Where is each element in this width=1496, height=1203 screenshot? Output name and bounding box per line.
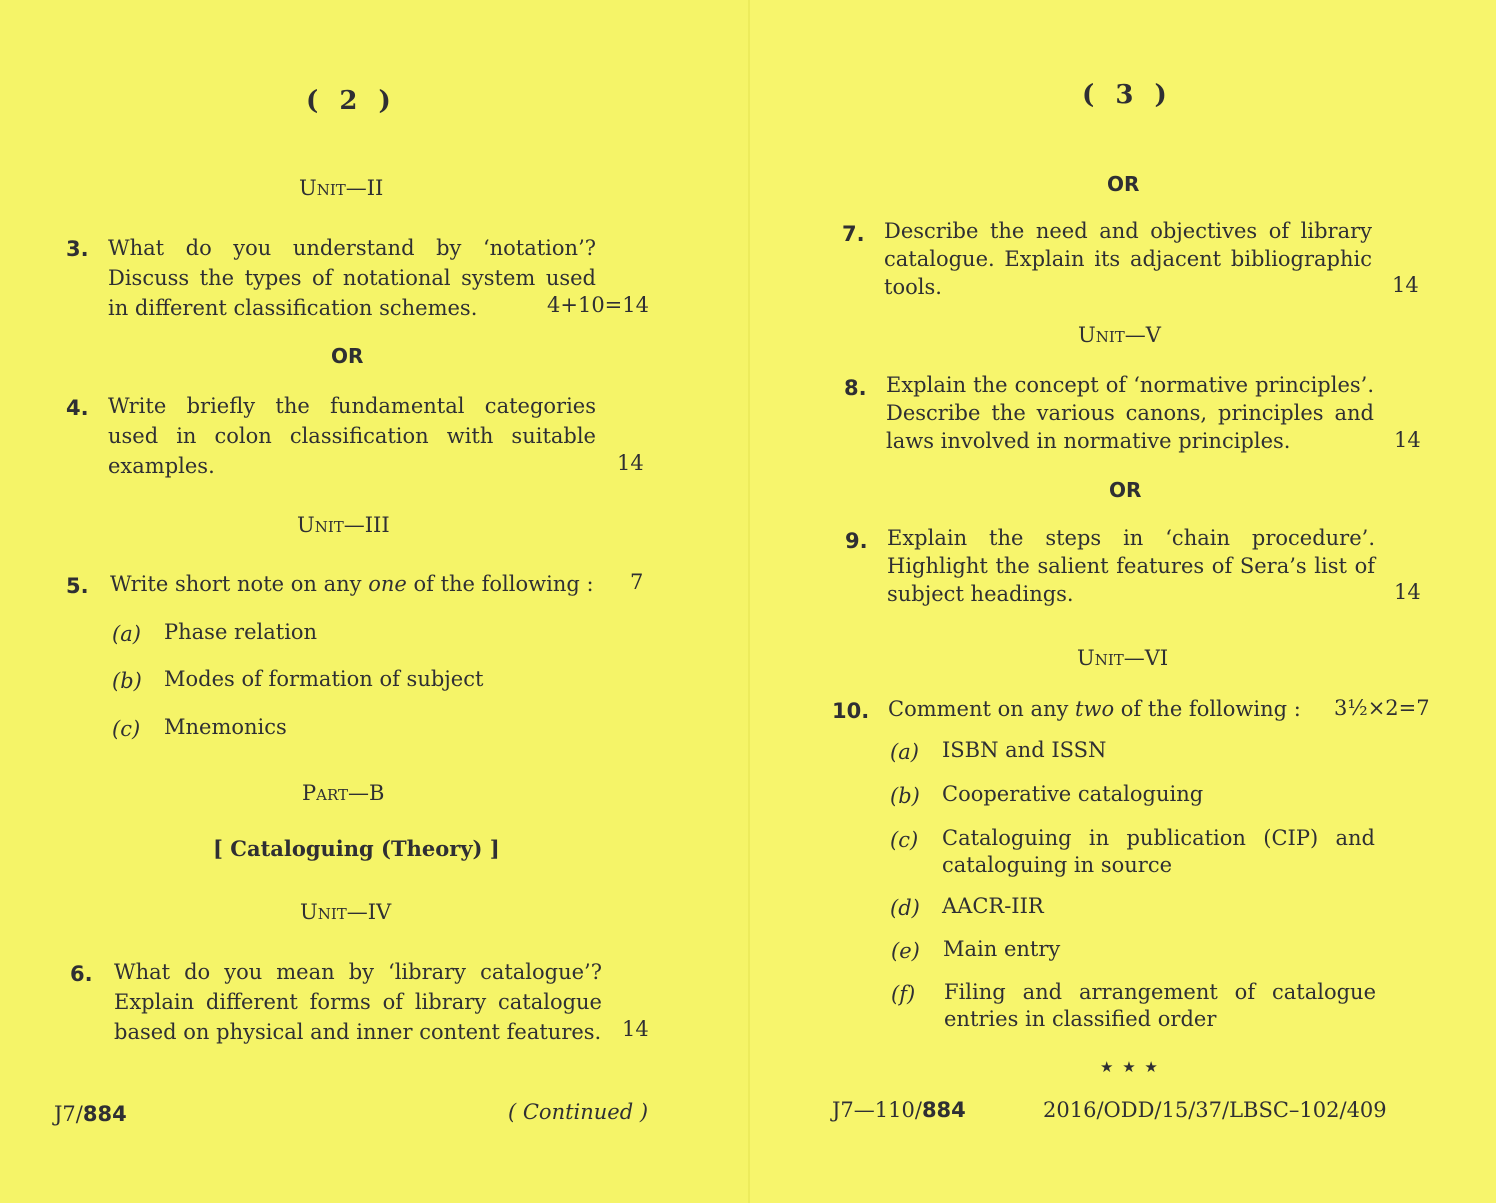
question-marks: 14 — [1394, 428, 1421, 452]
option-text: AACR-IIR — [942, 894, 1044, 918]
option-text: Cooperative cataloguing — [942, 782, 1204, 806]
question-text: What do you understand by ‘notation’? Discuss the types of notational system used in different classification schemes. — [108, 236, 596, 320]
right-page — [750, 0, 1496, 1203]
unit-heading: Unit—III — [297, 513, 390, 537]
option-label: (c) — [112, 717, 141, 741]
part-heading: Part—B — [302, 781, 385, 805]
question-marks: 14 — [622, 1017, 649, 1041]
question-marks: 14 — [617, 451, 644, 475]
question-text: Write briefly the fundamental categories used in colon classification with suitable examples. — [108, 394, 596, 478]
question-number: 8. — [844, 376, 867, 400]
option-text: Filing and arrangement of catalogue entries in classified order — [944, 980, 1376, 1031]
unit-heading: Unit—V — [1078, 323, 1161, 347]
option-label: (a) — [112, 622, 141, 646]
end-of-paper-stars: ★ ★ ★ — [1100, 1058, 1160, 1076]
unit-heading: Unit—IV — [300, 900, 392, 924]
footer-code: J7/884 — [54, 1102, 127, 1126]
option-label: (b) — [890, 784, 920, 808]
unit-heading: Unit—II — [299, 176, 384, 200]
question-number: 10. — [832, 699, 870, 723]
option-label: (c) — [890, 828, 919, 852]
or-separator: OR — [331, 344, 364, 368]
page-number: ( 2 ) — [306, 86, 397, 116]
question-marks: 14 — [1392, 273, 1419, 297]
option-text: Phase relation — [164, 620, 318, 644]
question-text: Explain the concept of ‘normative principles’. Describe the various canons, principles and laws involved in normative principles. — [886, 373, 1374, 453]
question-text: Comment on any two of the following : — [888, 697, 1301, 721]
footer-code: J7—110/884 — [832, 1098, 966, 1122]
question-number: 4. — [66, 396, 89, 420]
question-number: 9. — [845, 529, 868, 553]
question-marks: 14 — [1394, 580, 1421, 604]
question-marks: 7 — [630, 570, 644, 594]
question-text: Explain the steps in ‘chain procedure’. Highlight the salient features of Sera’s list of subject headings. — [887, 526, 1375, 606]
question-text: Write short note on any one of the following : — [110, 572, 594, 596]
option-label: (d) — [890, 896, 920, 920]
footer-continued: ( Continued ) — [508, 1100, 649, 1124]
question-number: 3. — [66, 237, 89, 261]
option-label: (a) — [890, 740, 919, 764]
option-text: Modes of formation of subject — [164, 667, 484, 691]
option-label: (f) — [891, 982, 916, 1006]
option-text: Main entry — [943, 937, 1061, 961]
question-marks: 4+10=14 — [547, 293, 649, 317]
page-number: ( 3 ) — [1082, 80, 1173, 110]
option-text: Mnemonics — [164, 715, 287, 739]
option-text: Cataloguing in publication (CIP) and cataloguing in source — [942, 826, 1375, 877]
section-title: [ Cataloguing (Theory) ] — [213, 836, 500, 861]
or-separator: OR — [1107, 172, 1140, 196]
question-number: 6. — [70, 962, 93, 986]
option-text: ISBN and ISSN — [942, 738, 1107, 762]
unit-heading: Unit—VI — [1077, 646, 1169, 670]
option-label: (e) — [891, 939, 920, 963]
option-label: (b) — [112, 669, 142, 693]
question-marks: 3½×2=7 — [1334, 696, 1430, 720]
or-separator: OR — [1109, 478, 1142, 502]
footer-reference: 2016/ODD/15/37/LBSC–102/409 — [1043, 1098, 1387, 1122]
question-number: 5. — [66, 574, 89, 598]
question-text: What do you mean by ‘library catalogue’? Explain different forms of library catalogue based on physical and inner content features. — [114, 960, 602, 1044]
question-number: 7. — [842, 222, 865, 246]
question-text: Describe the need and objectives of library catalogue. Explain its adjacent bibliographic tools. — [884, 219, 1372, 299]
